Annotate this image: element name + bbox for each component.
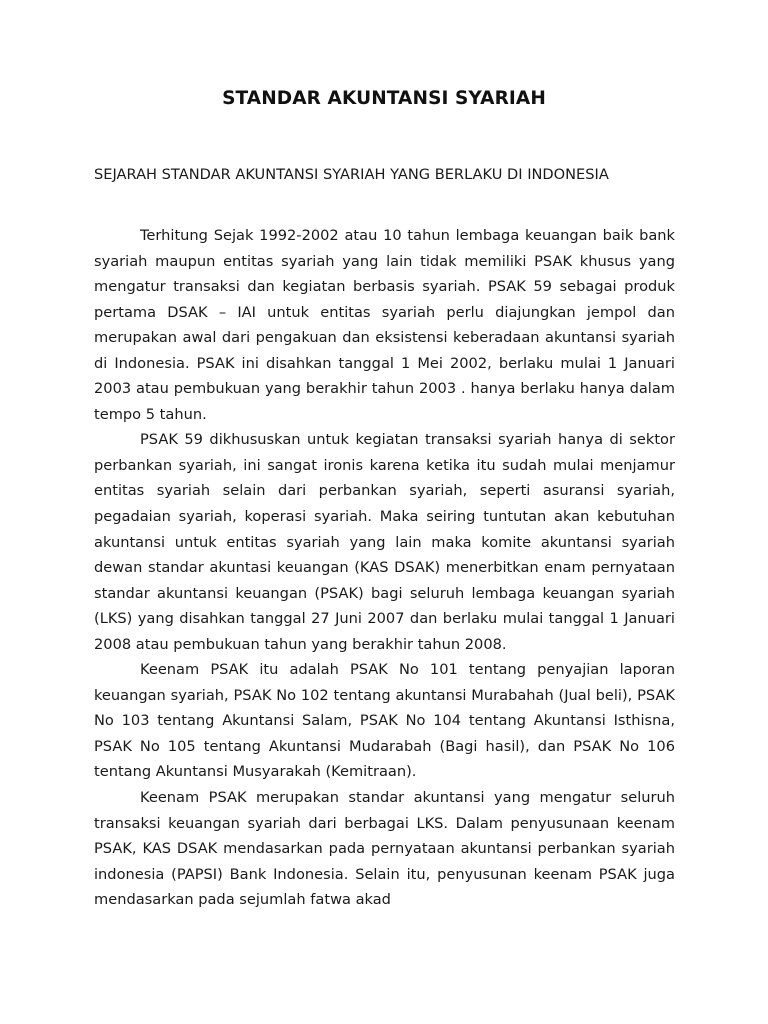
document-body <box>94 223 675 913</box>
section-heading: SEJARAH STANDAR AKUNTANSI SYARIAH YANG BERLAKU DI INDONESIA <box>94 166 609 183</box>
page-title: STANDAR AKUNTANSI SYARIAH <box>222 88 546 109</box>
paragraph-2: PSAK 59 dikhususkan untuk kegiatan transaksi syariah hanya di sektor perbankan syariah, ini sangat ironis karena ketika itu sudah mulai menjamur entitas syariah selain dari perbankan syariah, seperti asuransi syariah, pegadaian syariah, koperasi syariah. Maka seiring tuntutan akan kebutuhan akuntansi untuk entitas syariah yang lain maka komite akuntansi syariah dewan standar akuntasi keuangan (KAS DSAK) menerbitkan enam pernyataan standar akuntansi keuangan (PSAK) bagi seluruh lembaga keuangan syariah (LKS) yang disahkan tanggal 27 Juni 2007 dan berlaku mulai tanggal 1 Januari 2008 atau pembukuan tahun yang berakhir tahun 2008. <box>94 431 675 653</box>
paragraph-4: Keenam PSAK merupakan standar akuntansi yang mengatur seluruh transaksi keuangan syariah dari berbagai LKS. Dalam penyusunaan keenam PSAK, KAS DSAK mendasarkan pada pernyataan akuntansi perbankan syariah indonesia (PAPSI) Bank Indonesia. Selain itu, penyusunan keenam PSAK juga mendasarkan pada sejumlah fatwa akad <box>94 789 675 909</box>
paragraph-1: Terhitung Sejak 1992-2002 atau 10 tahun lembaga keuangan baik bank syariah maupun entitas syariah yang lain tidak memiliki PSAK khusus yang mengatur transaksi dan kegiatan berbasis syariah. PSAK 59 sebagai produk pertama DSAK – IAI untuk entitas syariah perlu diajungkan jempol dan merupakan awal dari pengakuan dan eksistensi keberadaan akuntansi syariah di Indonesia. PSAK ini disahkan tanggal 1 Mei 2002, berlaku mulai 1 Januari 2003 atau pembukuan yang berakhir tahun 2003 . hanya berlaku hanya dalam tempo 5 tahun. <box>94 227 675 423</box>
paragraph-3: Keenam PSAK itu adalah PSAK No 101 tentang penyajian laporan keuangan syariah, PSAK No 102 tentang akuntansi Murabahah (Jual beli), PSAK No 103 tentang Akuntansi Salam, PSAK No 104 tentang Akuntansi Isthisna, PSAK No 105 tentang Akuntansi Mudarabah (Bagi hasil), dan PSAK No 106 tentang Akuntansi Musyarakah (Kemitraan). <box>94 661 675 781</box>
